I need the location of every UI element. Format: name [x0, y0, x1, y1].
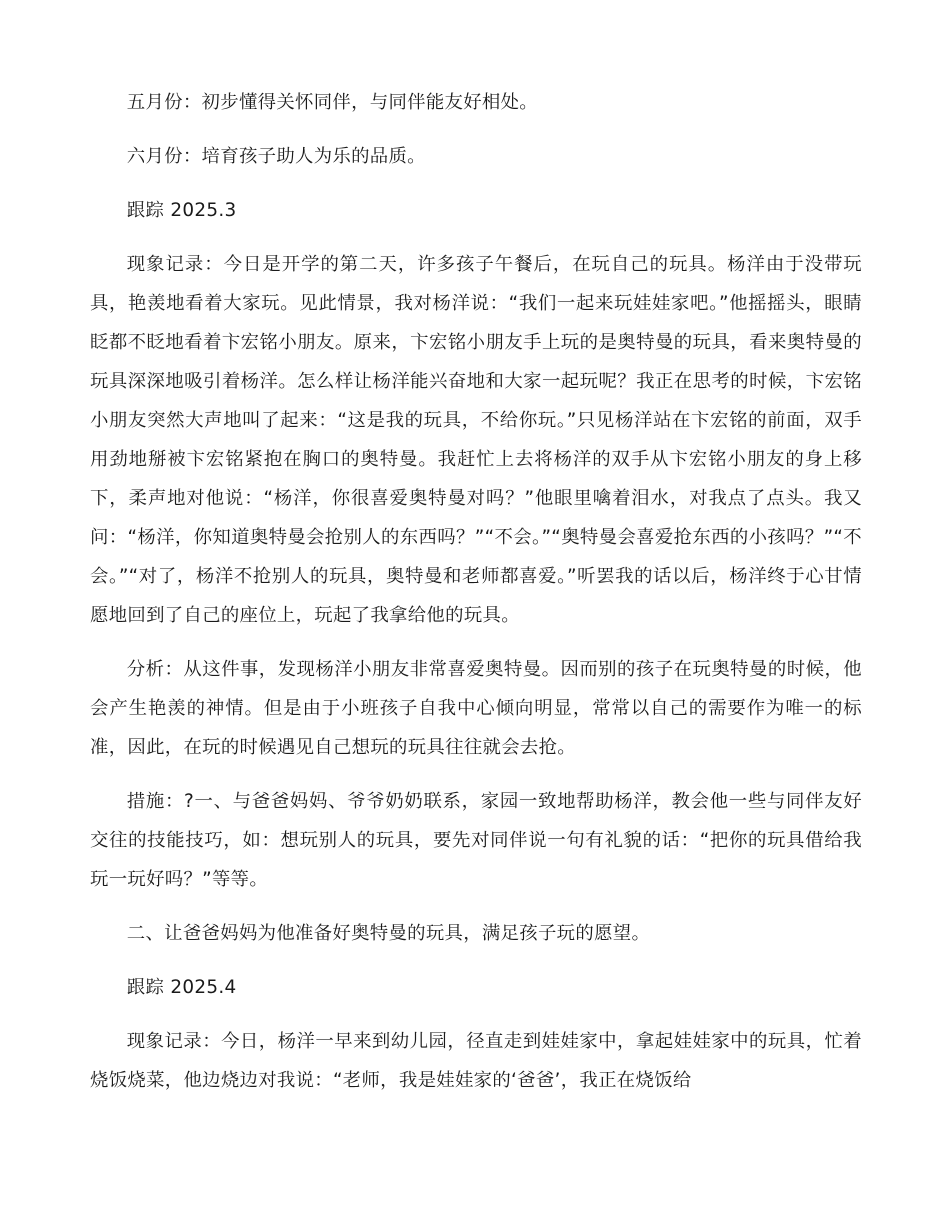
heading-track-april: 跟踪 2025.4 [126, 977, 237, 998]
document-page [90, 83, 862, 1115]
paragraph-measures-one: 措施：?一、与爸爸妈妈、爷爷奶奶联系，家园一致地帮助杨洋，教会他一些与同伴友好交往的技能技巧，如：想玩别人的玩具，要先对同伴说一句有礼貌的话：“把你的玩具借给我玩一玩好吗？”等等。 [90, 791, 862, 890]
paragraph-may: 五月份：初步懂得关怀同伴，与同伴能友好相处。 [126, 92, 538, 113]
paragraph-observation-march: 现象记录：今日是开学的第二天，许多孩子午餐后，在玩自己的玩具。杨洋由于没带玩具，艳羡地看着大家玩。见此情景，我对杨洋说：“我们一起来玩娃娃家吧。”他摇摇头，眼睛眨都不眨地看着卞宏铭小朋友。原来，卞宏铭小朋友手上玩的是奥特曼的玩具，看来奥特曼的玩具深深地吸引着杨洋。怎么样让杨洋能兴奋地和大家一起玩呢？我正在思考的时候，卞宏铭小朋友突然大声地叫了起来：“这是我的玩具，不给你玩。”只见杨洋站在卞宏铭的前面，双手用劲地掰被卞宏铭紧抱在胸口的奥特曼。我赶忙上去将杨洋的双手从卞宏铭小朋友的身上移下，柔声地对他说：“杨洋，你很喜爱奥特曼对吗？”他眼里噙着泪水，对我点了点头。我又问：“杨洋，你知道奥特曼会抢别人的东西吗？”“不会。”“奥特曼会喜爱抢东西的小孩吗？”“不会。”“对了，杨洋不抢别人的玩具，奥特曼和老师都喜爱。”听罢我的话以后，杨洋终于心甘情愿地回到了自己的座位上，玩起了我拿给他的玩具。 [90, 254, 862, 626]
paragraph-analysis: 分析：从这件事，发现杨洋小朋友非常喜爱奥特曼。因而别的孩子在玩奥特曼的时候，他会产生艳羡的神情。但是由于小班孩子自我中心倾向明显，常常以自己的需要作为唯一的标准，因此，在玩的时候遇见自己想玩的玩具往往就会去抢。 [90, 659, 862, 758]
heading-track-march: 跟踪 2025.3 [126, 200, 237, 221]
paragraph-observation-april: 现象记录：今日，杨洋一早来到幼儿园，径直走到娃娃家中，拿起娃娃家中的玩具，忙着烧饭烧菜，他边烧边对我说：“老师，我是娃娃家的‘爸爸’，我正在烧饭给 [90, 1031, 862, 1091]
paragraph-june: 六月份：培育孩子助人为乐的品质。 [126, 146, 426, 167]
paragraph-measures-two: 二、让爸爸妈妈为他准备好奥特曼的玩具，满足孩子玩的愿望。 [126, 923, 651, 944]
